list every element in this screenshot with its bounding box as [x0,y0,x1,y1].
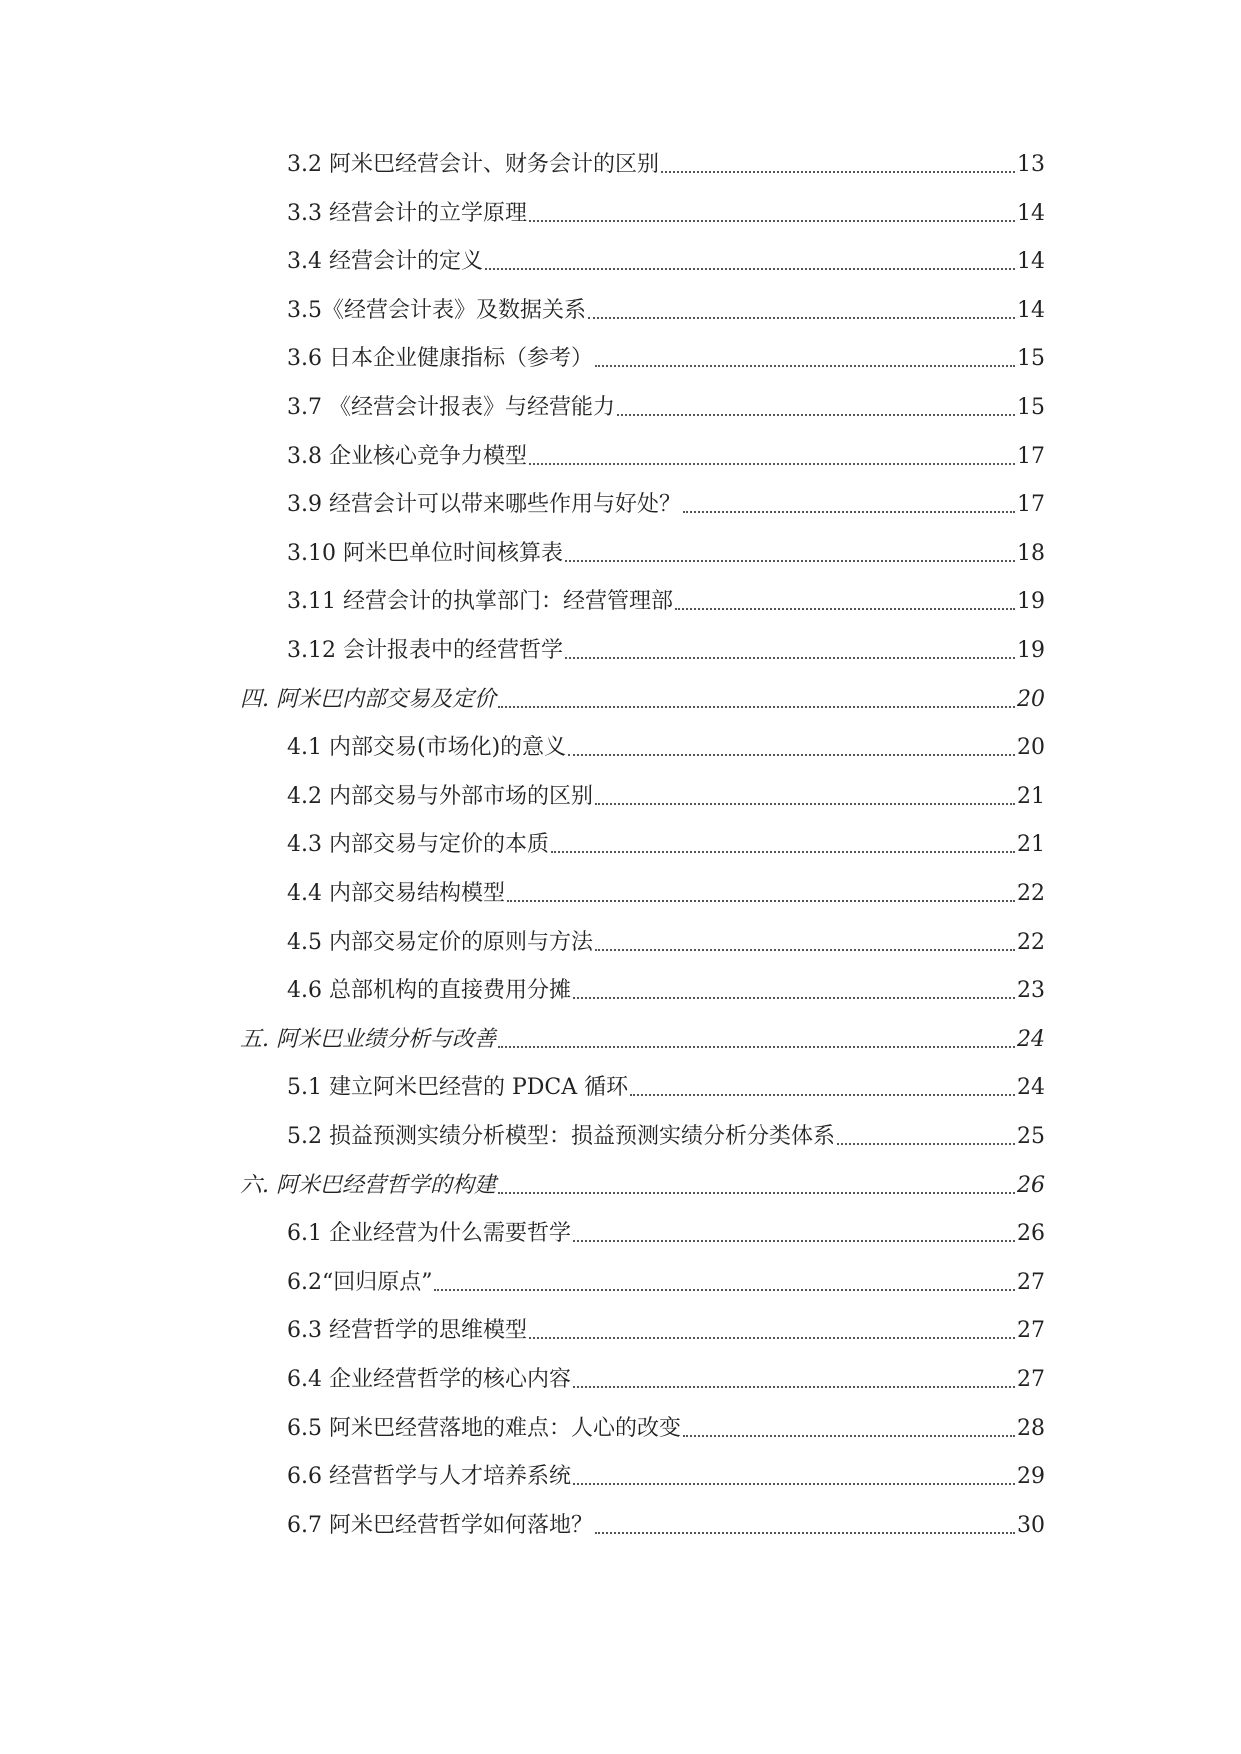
toc-section-entry[interactable] [287,1404,1045,1444]
toc-entry-page-number: 20 [1017,686,1045,712]
toc-dot-leader [529,1337,1015,1339]
toc-section-entry[interactable] [287,1063,1045,1103]
toc-section-entry[interactable] [287,334,1045,374]
toc-dot-leader [617,414,1015,416]
toc-section-entry[interactable] [287,869,1045,909]
toc-entry-page-number: 17 [1017,492,1045,518]
toc-entry-page-number: 14 [1017,200,1045,226]
toc-entry-page-number: 24 [1017,1075,1045,1101]
toc-entry-title: 3.2 阿米巴经营会计、财务会计的区别 [287,152,659,177]
toc-section-entry[interactable] [287,432,1045,472]
toc-dot-leader [573,997,1015,999]
toc-entry-title: 5.1 建立阿米巴经营的 PDCA 循环 [287,1075,629,1101]
toc-dot-leader [675,608,1015,610]
toc-entry-page-number: 27 [1017,1367,1045,1392]
toc-section-entry[interactable] [287,772,1045,812]
toc-entry-title: 6.7 阿米巴经营哲学如何落地？ [287,1512,593,1538]
toc-entry-title: 6.3 经营哲学的思维模型 [287,1318,527,1344]
toc-dot-leader [498,1046,1015,1048]
toc-entry-title: 4.6 总部机构的直接费用分摊 [287,978,571,1004]
toc-dot-leader [661,171,1015,173]
toc-section-entry[interactable] [287,140,1045,180]
toc-entry-title: 3.5《经营会计表》及数据关系 [287,297,586,323]
toc-dot-leader [529,463,1015,465]
toc-dot-leader [434,1289,1015,1291]
toc-entry-title: 5.2 损益预测实绩分析模型：损益预测实绩分析分类体系 [287,1124,835,1149]
toc-section-entry[interactable] [287,918,1045,958]
toc-entry-title: 6.6 经营哲学与人才培养系统 [287,1464,571,1490]
toc-entry-page-number: 30 [1017,1512,1045,1538]
toc-entry-title: 3.10 阿米巴单位时间核算表 [287,540,563,566]
toc-entry-title: 4.5 内部交易定价的原则与方法 [287,929,593,955]
toc-entry-title: 3.9 经营会计可以带来哪些作用与好处？ [287,492,681,518]
toc-entry-page-number: 25 [1017,1124,1045,1149]
toc-dot-leader [573,1240,1015,1242]
toc-chapter-entry[interactable] [240,1015,1045,1055]
toc-entry-title: 4.4 内部交易结构模型 [287,881,505,906]
toc-dot-leader [507,900,1015,902]
toc-entry-title: 4.3 内部交易与定价的本质 [287,832,549,858]
toc-dot-leader [565,560,1015,562]
toc-section-entry[interactable] [287,577,1045,617]
toc-entry-page-number: 19 [1017,638,1045,663]
toc-entry-title: 3.8 企业核心竞争力模型 [287,443,527,469]
toc-entry-title: 3.6 日本企业健康指标（参考） [287,346,593,372]
toc-dot-leader [573,1483,1015,1485]
toc-entry-title: 3.11 经营会计的执掌部门：经营管理部 [287,589,673,615]
toc-entry-page-number: 29 [1017,1464,1045,1490]
toc-section-entry[interactable] [287,1112,1045,1152]
toc-entry-page-number: 26 [1017,1221,1045,1247]
toc-entry-page-number: 22 [1017,929,1045,955]
toc-section-entry[interactable] [287,820,1045,860]
toc-entry-page-number: 26 [1017,1172,1045,1198]
toc-section-entry[interactable] [287,1306,1045,1346]
toc-entry-title: 五. 阿米巴业绩分析与改善 [240,1026,496,1052]
toc-dot-leader [551,851,1015,853]
toc-dot-leader [595,365,1015,367]
toc-entry-page-number: 27 [1017,1269,1045,1295]
toc-dot-leader [565,657,1015,659]
toc-section-entry[interactable] [287,529,1045,569]
toc-entry-page-number: 14 [1017,297,1045,323]
toc-entry-page-number: 23 [1017,978,1045,1004]
toc-entry-title: 六. 阿米巴经营哲学的构建 [240,1172,496,1198]
toc-dot-leader [529,220,1015,222]
toc-entry-page-number: 28 [1017,1415,1045,1441]
toc-dot-leader [683,1435,1015,1437]
toc-entry-title: 6.1 企业经营为什么需要哲学 [287,1221,571,1247]
toc-section-entry[interactable] [287,189,1045,229]
toc-entry-title: 4.1 内部交易(市场化)的意义 [287,735,567,761]
toc-section-entry[interactable] [287,1452,1045,1492]
toc-entry-page-number: 21 [1017,832,1045,858]
toc-dot-leader [837,1143,1015,1145]
toc-entry-page-number: 15 [1017,395,1045,420]
toc-entry-page-number: 19 [1017,589,1045,615]
toc-section-entry[interactable] [287,480,1045,520]
toc-entry-page-number: 21 [1017,783,1045,809]
toc-section-entry[interactable] [287,237,1045,277]
toc-section-entry[interactable] [287,723,1045,763]
toc-entry-page-number: 27 [1017,1318,1045,1344]
toc-section-entry[interactable] [287,1258,1045,1298]
toc-section-entry[interactable] [287,383,1045,423]
toc-dot-leader [595,1532,1015,1534]
toc-section-entry[interactable] [287,1501,1045,1541]
toc-dot-leader [573,1386,1015,1388]
toc-dot-leader [595,949,1015,951]
toc-dot-leader [683,511,1015,513]
toc-entry-page-number: 20 [1017,735,1045,761]
toc-dot-leader [595,803,1015,805]
toc-dot-leader [588,317,1015,319]
toc-entry-title: 3.3 经营会计的立学原理 [287,200,527,226]
toc-entry-page-number: 15 [1017,346,1045,372]
toc-dot-leader [630,1094,1015,1096]
toc-entry-title: 3.7 《经营会计报表》与经营能力 [287,395,615,420]
toc-section-entry[interactable] [287,1209,1045,1249]
toc-entry-page-number: 13 [1017,152,1045,177]
toc-section-entry[interactable] [287,626,1045,666]
toc-section-entry[interactable] [287,286,1045,326]
toc-entry-page-number: 17 [1017,443,1045,469]
toc-section-entry[interactable] [287,966,1045,1006]
toc-entry-page-number: 18 [1017,540,1045,566]
toc-entry-title: 3.4 经营会计的定义 [287,249,483,275]
toc-entry-page-number: 22 [1017,881,1045,906]
toc-chapter-entry[interactable] [240,1161,1045,1201]
toc-entry-title: 6.4 企业经营哲学的核心内容 [287,1367,571,1392]
toc-entry-title: 6.2“回归原点” [287,1269,433,1295]
toc-chapter-entry[interactable] [240,675,1045,715]
toc-dot-leader [498,1192,1015,1194]
toc-dot-leader [498,706,1015,708]
toc-entry-page-number: 14 [1017,249,1045,275]
toc-dot-leader [485,268,1015,270]
toc-entry-title: 6.5 阿米巴经营落地的难点：人心的改变 [287,1415,681,1441]
toc-entry-title: 4.2 内部交易与外部市场的区别 [287,783,593,809]
toc-entry-title: 四. 阿米巴内部交易及定价 [240,686,496,712]
toc-dot-leader [568,754,1015,756]
toc-entry-title: 3.12 会计报表中的经营哲学 [287,638,563,663]
toc-section-entry[interactable] [287,1355,1045,1395]
toc-entry-page-number: 24 [1017,1026,1045,1052]
